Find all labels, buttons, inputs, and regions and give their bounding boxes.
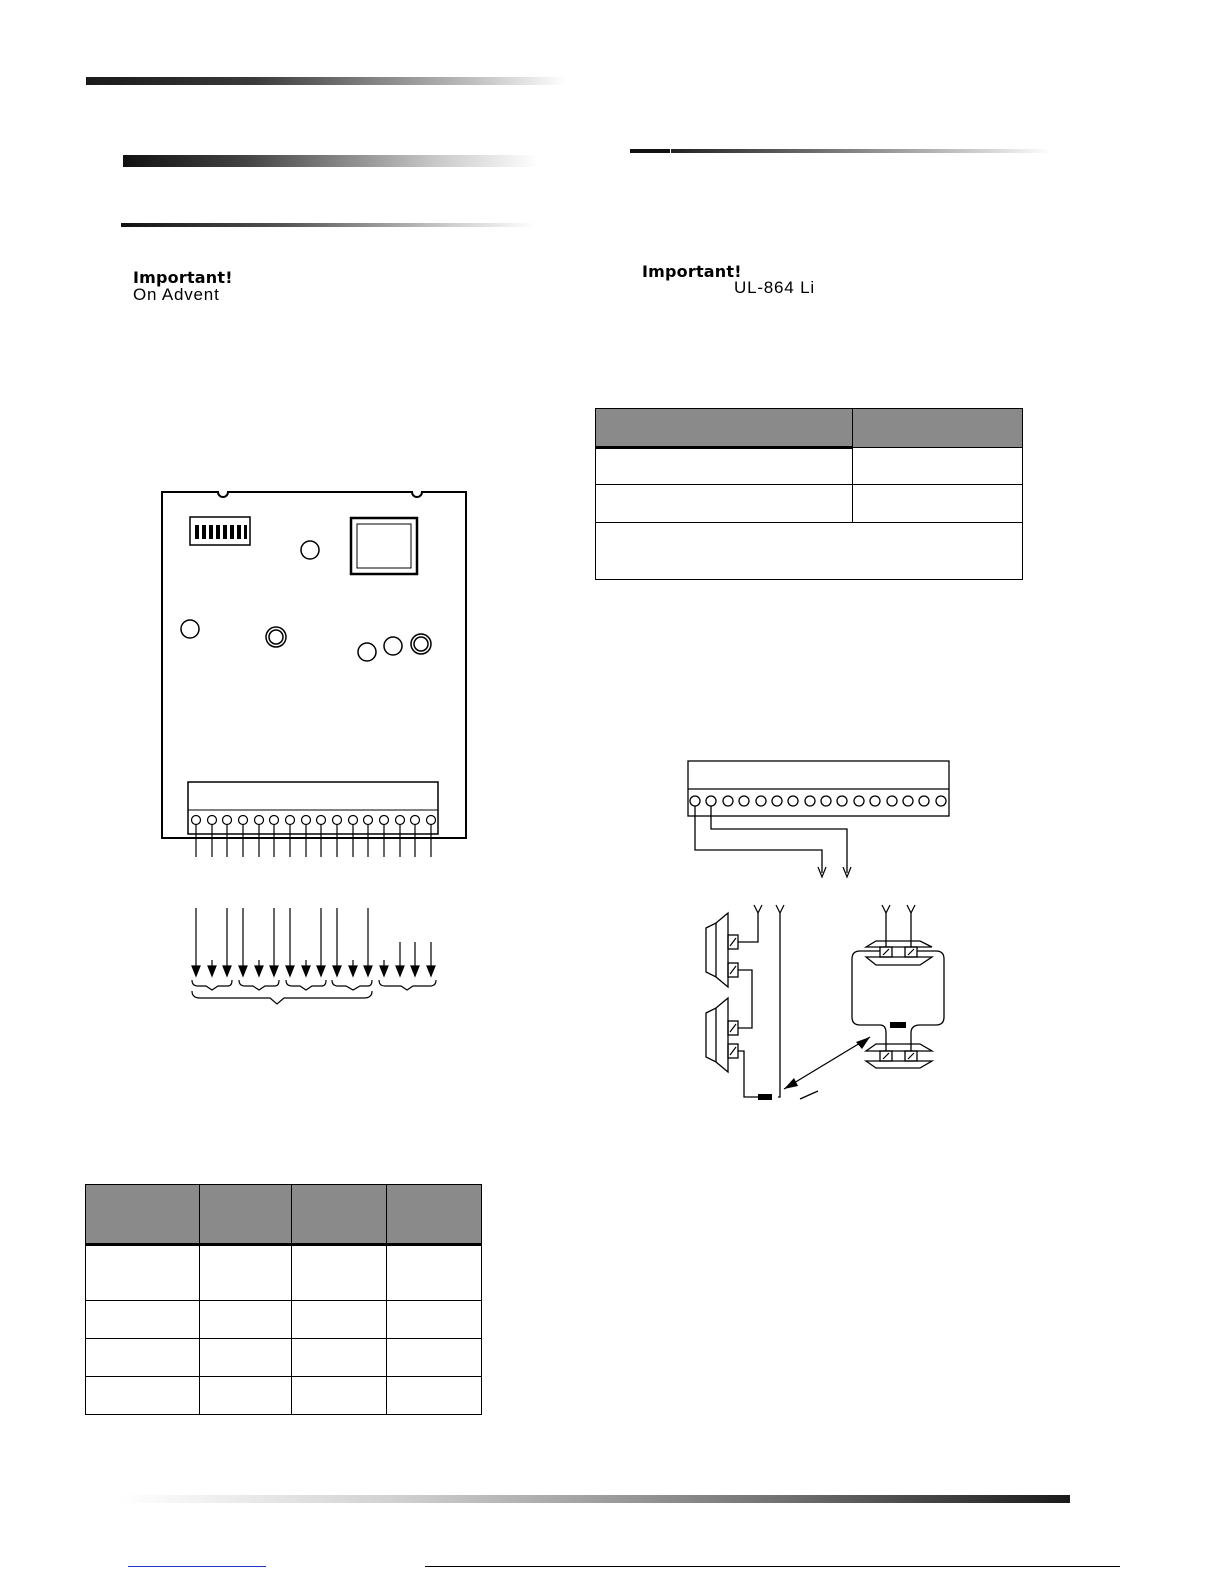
table-cell (387, 1245, 482, 1301)
footer-link-underline (128, 1566, 266, 1567)
wiring-diagram (680, 755, 970, 1110)
table-cell (200, 1301, 292, 1339)
table-row (596, 485, 1023, 523)
right-heading-tick (630, 149, 670, 153)
section-divider (121, 223, 536, 227)
right-important-title: Important! (642, 262, 742, 281)
header-rule (86, 77, 566, 85)
table-header-row (86, 1185, 482, 1245)
table-header-cell (596, 409, 853, 448)
table-row (596, 448, 1023, 485)
table-cell (86, 1339, 200, 1377)
table-header-row (596, 409, 1023, 448)
table-cell (387, 1339, 482, 1377)
table-cell (86, 1301, 200, 1339)
right-important-text: UL-864 Li (734, 278, 815, 297)
table-cell (596, 485, 853, 523)
table-cell (292, 1377, 387, 1415)
table-header-cell (853, 409, 1023, 448)
section-heading-bar (123, 155, 538, 167)
table-cell (387, 1301, 482, 1339)
table-cell (292, 1301, 387, 1339)
table-cell (853, 448, 1023, 485)
table-row (86, 1339, 482, 1377)
table-row (86, 1245, 482, 1301)
footer-rule (120, 1495, 1070, 1503)
footer-divider (425, 1566, 1120, 1567)
table-header-cell (292, 1185, 387, 1245)
table-row (86, 1377, 482, 1415)
table-cell (596, 523, 1023, 580)
table-row (596, 523, 1023, 580)
left-spec-table (85, 1184, 482, 1415)
table-cell (200, 1377, 292, 1415)
table-cell (200, 1245, 292, 1301)
right-spec-table (595, 408, 1023, 580)
left-important-title: Important! (133, 268, 233, 287)
board-diagram (150, 480, 480, 1020)
table-cell (387, 1377, 482, 1415)
table-row (86, 1301, 482, 1339)
table-cell (853, 485, 1023, 523)
table-cell (292, 1339, 387, 1377)
right-heading-rule (671, 149, 1051, 153)
table-cell (292, 1245, 387, 1301)
table-header-cell (200, 1185, 292, 1245)
left-important-text: On Advent (133, 285, 220, 304)
table-cell (200, 1339, 292, 1377)
table-header-cell (86, 1185, 200, 1245)
table-cell (596, 448, 853, 485)
table-cell (86, 1245, 200, 1301)
table-header-cell (387, 1185, 482, 1245)
table-cell (86, 1377, 200, 1415)
